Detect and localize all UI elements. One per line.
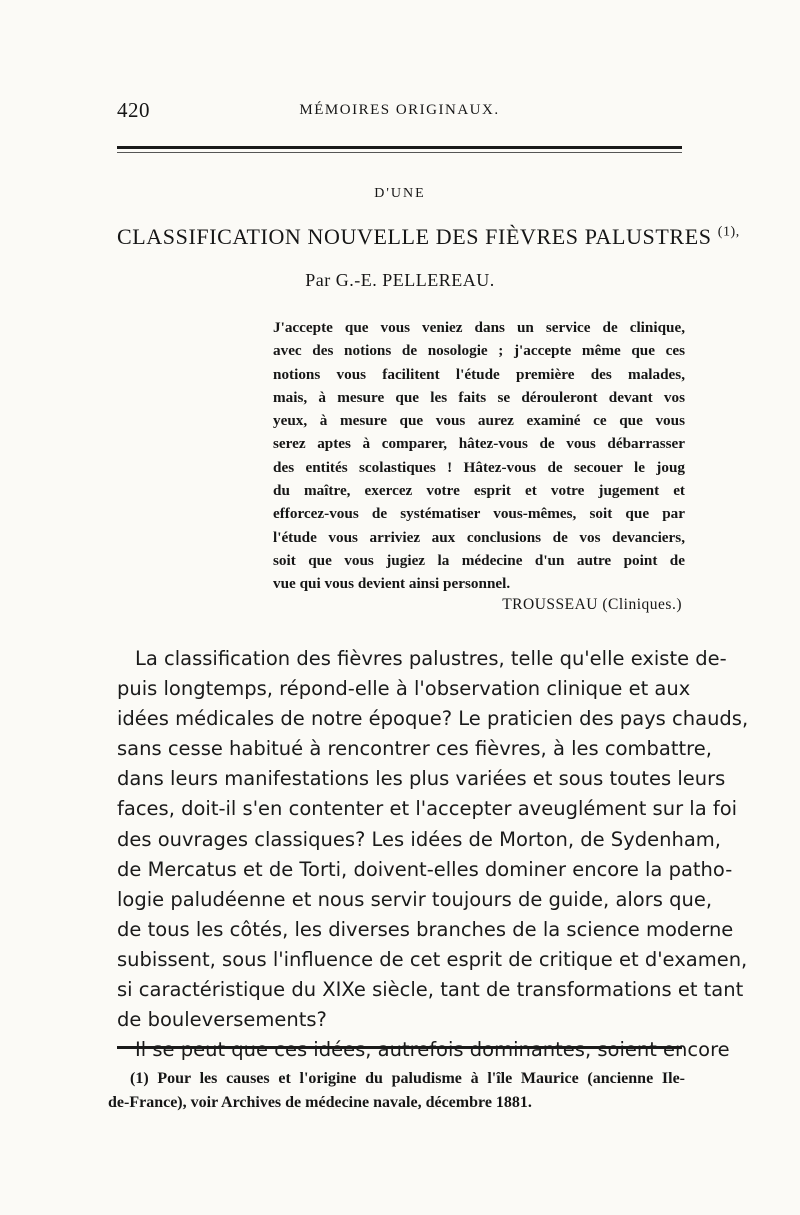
body-line: idées médicales de notre époque? Le praticien des pays chauds, xyxy=(117,707,749,731)
epigraph-line: avec des notions de nosologie ; j'accepte même que ces xyxy=(273,342,685,360)
epigraph-attribution: TROUSSEAU (Cliniques.) xyxy=(502,596,682,613)
epigraph-line: du maître, exercez votre esprit et votre jugement et xyxy=(273,482,685,500)
epigraph-line: yeux, à mesure que vous aurez examiné ce que vous xyxy=(273,412,685,430)
body-line: de bouleversements? xyxy=(117,1008,327,1032)
epigraph-line: soit que vous jugiez la médecine d'un autre point de xyxy=(273,551,685,569)
body-line: dans leurs manifestations les plus variées et sous toutes leurs xyxy=(117,767,726,791)
epigraph-line: des entités scolastiques ! Hâtez-vous de secouer le joug xyxy=(273,458,685,476)
epigraph-line: J'accepte que vous veniez dans un service de clinique, xyxy=(273,319,685,336)
header-rule-thin xyxy=(117,152,682,153)
article-kicker: D'UNE xyxy=(374,186,426,201)
running-head xyxy=(117,98,682,128)
epigraph-line: notions vous facilitent l'étude première des malades, xyxy=(273,365,685,383)
header-rule xyxy=(117,146,682,149)
epigraph-line: mais, à mesure que les faits se dérouleront devant vos xyxy=(273,388,685,406)
body-line: sans cesse habitué à rencontrer ces fièvres, à les combattre, xyxy=(117,737,712,761)
body-line: La classification des fièvres palustres, telle qu'elle existe de- xyxy=(135,647,727,670)
body-line: faces, doit-il s'en contenter et l'accepter aveuglément sur la foi xyxy=(117,797,738,821)
page-number: 420 xyxy=(117,98,150,122)
article-title xyxy=(117,224,740,250)
body-line: Il se peut que ces idées, autrefois dominantes, soient encore xyxy=(135,1038,730,1062)
body-line: subissent, sous l'influence de cet esprit de critique et d'examen, xyxy=(117,947,748,971)
footnote-line: (1) Pour les causes et l'origine du paludisme à l'île Maurice (ancienne Ile- xyxy=(130,1070,685,1087)
article-title-text: CLASSIFICATION NOUVELLE DES FIÈVRES PALUSTRES xyxy=(117,224,712,249)
article-title-note: (1), xyxy=(717,224,740,240)
body-line: si caractéristique du XIXe siècle, tant de transformations et tant xyxy=(117,978,744,1002)
epigraph-line: efforcez-vous de systématiser vous-mêmes, soit que par xyxy=(273,505,685,523)
byline: Par G.-E. PELLEREAU. xyxy=(305,270,495,290)
epigraph-line: serez aptes à comparer, hâtez-vous de vous débarrasser xyxy=(273,435,685,453)
epigraph-line: vue qui vous devient ainsi personnel. xyxy=(273,575,511,593)
body-text xyxy=(117,644,749,1065)
body-line: de tous les côtés, les diverses branches de la science moderne xyxy=(117,917,734,941)
running-title: MÉMOIRES ORIGINAUX. xyxy=(299,102,500,118)
footnote-line: de-France), voir Archives de médecine navale, décembre 1881. xyxy=(108,1093,532,1111)
body-line: puis longtemps, répond-elle à l'observation clinique et aux xyxy=(117,677,691,701)
body-line: des ouvrages classiques? Les idées de Morton, de Sydenham, xyxy=(117,827,721,851)
body-line: de Mercatus et de Torti, doivent-elles dominer encore la patho- xyxy=(117,857,733,881)
epigraph-line: l'étude vous arriviez aux conclusions de vos devanciers, xyxy=(273,528,685,546)
footnote xyxy=(108,1067,685,1114)
epigraph xyxy=(273,316,685,596)
footnote-rule xyxy=(117,1046,682,1049)
body-line: logie paludéenne et nous servir toujours de guide, alors que, xyxy=(117,887,713,911)
